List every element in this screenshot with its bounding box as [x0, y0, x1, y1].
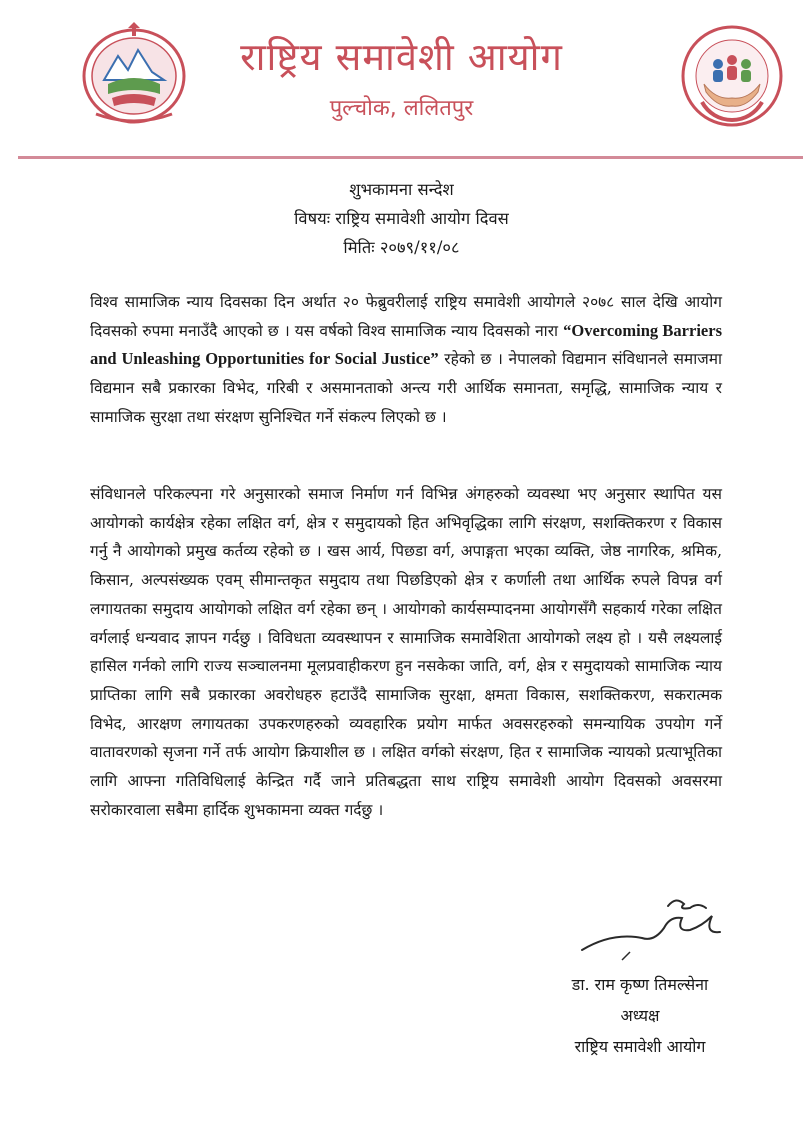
letterhead	[0, 0, 803, 162]
paragraph-1-intro: विश्व सामाजिक न्याय दिवसका दिन अर्थात २० फेब्रुवरीलाई राष्ट्रिय समावेशी आयोगले २०७८ साल देखि आयोग दिवसको रुपमा मनाउँदै आएको छ । यस वर्षको विश्व सामाजिक न्याय दिवसको नारा	[90, 293, 722, 340]
organization-address: पुल्चोक, ललितपुर	[329, 96, 474, 121]
paragraph-2-text: संविधानले परिकल्पना गरे अनुसारको समाज निर्माण गर्न विभिन्न अंगहरुको व्यवस्था भए अनुसार स्थापित यस आयोगको कार्यक्षेत्र रहेका लक्षित वर्ग, क्षेत्र र समुदायको हित अभिवृद्धिका लागि संरक्षण, सशक्तिकरण र विकास गर्नु नै आयोगको प्रमुख कर्तव्य रहेको छ । खस आर्य, पिछडा वर्ग, अपाङ्गता भएका व्यक्ति, जेष्ठ नागरिक, श्रमिक, किसान, अल्पसंख्यक एवम् सीमान्तकृत समुदाय तथा पिछडिएको क्षेत्र र कर्णाली तथा आर्थिक रुपले विपन्न वर्ग लगायतका समुदाय आयोगको लक्षित वर्ग रहेका छन् । आयोगको कार्यसम्पादनमा आयोगसँगै सहकार्य गरेका लक्षित वर्गलाई धन्यवाद ज्ञापन गर्दछु । विविधता व्यवस्थापन र सामाजिक समावेशिता आयोगको लक्ष्य हो । यसै लक्ष्यलाई हासिल गर्नको लागि राज्य सञ्चालनमा मूलप्रवाहीकरण हुन नसकेका जाति, वर्ग, क्षेत्र र समुदायको सामाजिक न्याय प्राप्तिका लागि सबै प्रकारका अवरोधहरु हटाउँदै सामाजिक सुरक्षा, क्षमता विकास, सशक्तिकरण, सकरात्मक विभेद, आरक्षण लगायतका उपकरणहरुको व्यवहारिक प्रयोग मार्फत अवसरहरुको समन्यायिक उपयोग गर्ने वातावरणको सृजना गर्ने तर्फ आयोग क्रियाशील छ । लक्षित वर्गको संरक्षण, हित र सामाजिक न्यायको प्रत्याभूतिका लागि आफ्ना गतिविधिलाई केन्द्रित गर्दै जाने प्रतिबद्धता साथ राष्ट्रिय समावेशी आयोग दिवसको अवसरमा सरोकारवाला सबैमा हार्दिक शुभकामना व्यक्त गर्दछु ।	[90, 485, 722, 819]
letterhead-divider	[18, 156, 803, 159]
signatory-name: डा. राम कृष्ण तिमल्सेना	[571, 975, 709, 994]
organization-name: राष्ट्रिय समावेशी आयोग	[240, 35, 563, 79]
message-date: मितिः २०७९/११/०८	[343, 238, 460, 257]
signatory-organization: राष्ट्रिय समावेशी आयोग	[574, 1037, 706, 1056]
signatory-title: अध्यक्ष	[620, 1006, 660, 1025]
message-paragraph-1	[90, 288, 722, 432]
message-title: शुभकामना सन्देश	[349, 180, 454, 199]
message-paragraph-2	[90, 480, 722, 824]
handwritten-signature	[572, 888, 732, 968]
message-subject: विषयः राष्ट्रिय समावेशी आयोग दिवस	[294, 209, 509, 228]
commission-logo-icon	[680, 24, 784, 128]
paragraph-1-rest: रहेको छ । नेपालको विद्यमान संविधानले समाजमा विद्यमान सबै प्रकारका विभेद, गरिबी र असमानताको अन्त्य गरी आर्थिक समानता, समृद्धि, सामाजिक न्याय र सामाजिक सुरक्षा तथा संरक्षण सुनिश्चित गर्ने संकल्प लिएको छ ।	[90, 350, 722, 426]
social-justice-slogan: “Overcoming Barriers and Unleashing Opportunities for Social Justice”	[90, 320, 722, 369]
